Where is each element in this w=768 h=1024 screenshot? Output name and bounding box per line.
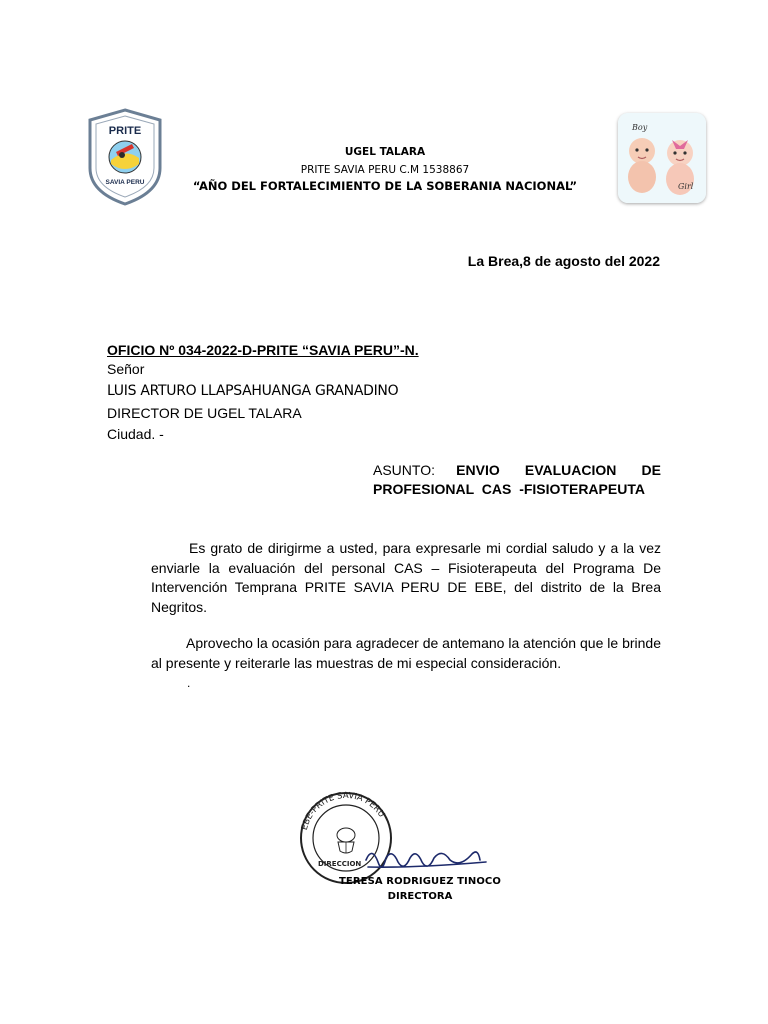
logo-girl-text: Girl bbox=[678, 182, 694, 191]
babies-logo bbox=[618, 113, 706, 203]
header-line-prite: PRITE SAVIA PERU C.M 1538867 bbox=[300, 164, 470, 176]
stamp-direccion-label: DIRECCION bbox=[318, 860, 362, 868]
recipient-salutation: Señor bbox=[107, 361, 145, 377]
recipient-position: DIRECTOR DE UGEL TALARA bbox=[107, 405, 302, 421]
logo-boy-text: Boy bbox=[632, 123, 648, 132]
subject-value: ENVIO EVALUACION DE PROFESIONAL CAS -FISIOTERAPEUTA bbox=[373, 462, 662, 497]
body-paragraph-1: Es grato de dirigirme a usted, para expresarle mi cordial saludo y a la vez enviarle la evaluación del personal CAS – Fisioterapeuta del Programa De Intervención Temprana PRITE SAVIA PERU DE EBE, del distrito de la Brea Negritos. bbox=[151, 540, 661, 615]
prite-logo bbox=[86, 108, 164, 206]
stamp-ring-text: EBE-PRITE SAVIA PERU bbox=[299, 790, 387, 832]
recipient-name: LUIS ARTURO LLAPSAHUANGA GRANADINO bbox=[107, 383, 399, 399]
recipient-city: Ciudad. - bbox=[107, 426, 164, 442]
subject-block bbox=[373, 461, 661, 499]
signatory-name: TERESA RODRIGUEZ TINOCO bbox=[339, 876, 501, 887]
signatory-role: DIRECTORA bbox=[387, 891, 453, 902]
oficio-number: OFICIO Nº 034-2022-D-PRITE “SAVIA PERU”-N. bbox=[107, 342, 419, 358]
body-paragraph-2: Aprovecho la ocasión para agradecer de antemano la atención que le brinde al presente y reiterarle las muestras de mi especial consideración. bbox=[151, 635, 661, 671]
trailing-dot: . bbox=[187, 676, 191, 690]
header-line-ugel: UGEL TALARA bbox=[344, 146, 426, 158]
signature-stamp bbox=[296, 788, 494, 908]
header-line-year-motto: “AÑO DEL FORTALECIMIENTO DE LA SOBERANIA NACIONAL” bbox=[192, 179, 578, 193]
subject-label: ASUNTO: bbox=[373, 462, 435, 478]
letter-date: La Brea,8 de agosto del 2022 bbox=[467, 253, 660, 269]
logo-left-top-text: PRITE bbox=[108, 125, 142, 137]
logo-left-bottom-text: SAVIA PERU bbox=[105, 179, 145, 186]
